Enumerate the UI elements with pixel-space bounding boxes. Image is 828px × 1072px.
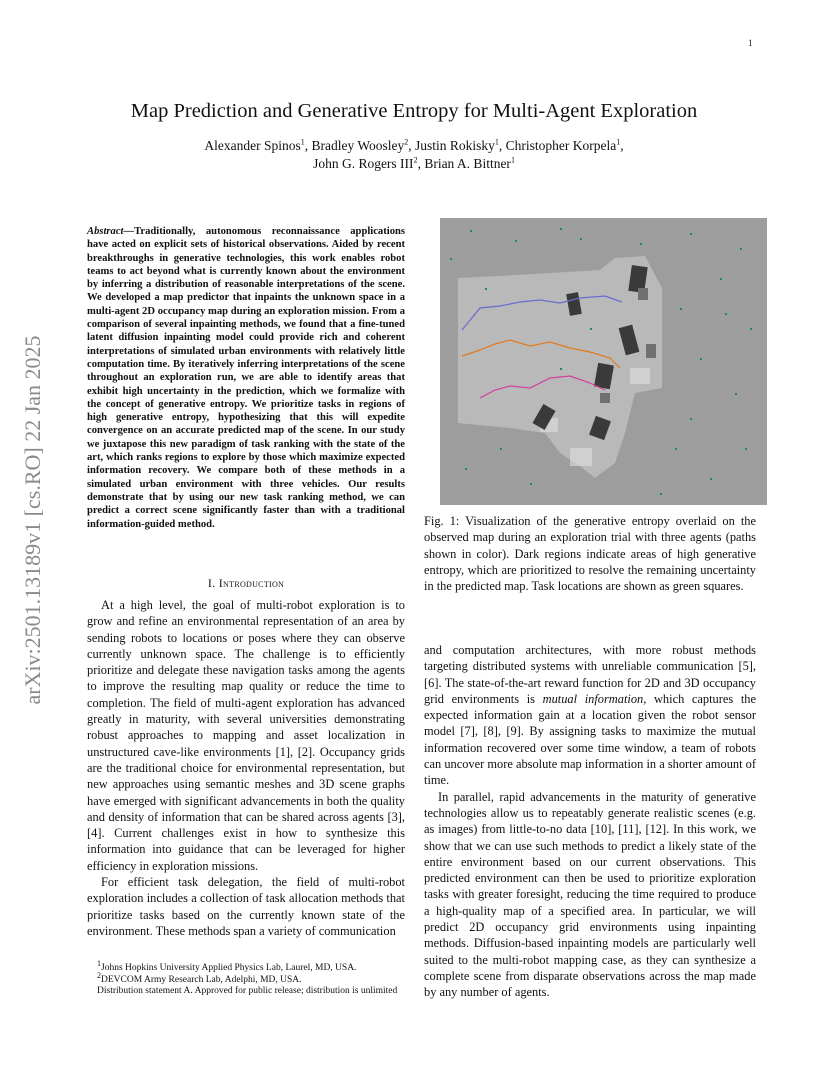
author-name: Alexander Spinos bbox=[204, 138, 301, 153]
arxiv-stamp: arXiv:2501.13189v1 [cs.RO] 22 Jan 2025 bbox=[20, 335, 45, 705]
task-location-marker bbox=[640, 243, 642, 245]
task-location-marker bbox=[500, 448, 502, 450]
task-location-marker bbox=[700, 358, 702, 360]
author-line-1: Alexander Spinos$^1$, Bradley Woosley$^2$, Justin Rokisky$^1$, Christopher Korpela$^1$, bbox=[204, 137, 624, 153]
figure-caption: Fig. 1: Visualization of the generative entropy overlaid on the observed map during an exploration trial with three agents (paths shown in color). Dark regions indicate areas of high generative entropy, which are prioritized to resolve the remaining uncertainty in the predicted map. Task locations are shown as green squares. bbox=[424, 514, 756, 594]
intro-paragraph-4: In parallel, rapid advancements in the maturity of generative technologies allow us to repeatably generate realistic scenes (e.g. as images) from little-to-no data [10], [11], [12]. In this work, we show that we can use such methods to predict a likely state of the entire environment based on our current observations. This predicted environment can then be used to prioritize exploration tasks with greater foresight, reducing the time required to produce a high-quality map of a specified area. In particular, we will predict 2D occupancy grid environments using inpainting methods. Diffusion-based inpainting models are particularly well suited to the multi-robot mapping case, as they can synthesize a complete scene from disparate observations across the map made by any number of agents. bbox=[424, 789, 756, 1000]
affiliation-mark: 1 bbox=[616, 137, 621, 147]
author-line-2: John G. Rogers III$^2$, Brian A. Bittner$^1$ bbox=[313, 155, 515, 171]
task-location-marker bbox=[470, 230, 472, 232]
footnote-2: $^2$DEVCOM Army Research Lab, Adelphi, MD, USA. bbox=[97, 970, 302, 985]
author-name: John G. Rogers III bbox=[313, 156, 414, 171]
author-name: Christopher Korpela bbox=[505, 138, 617, 153]
task-location-marker bbox=[485, 288, 487, 290]
task-location-marker bbox=[725, 313, 727, 315]
author-name: Justin Rokisky bbox=[415, 138, 495, 153]
abstract-label: Abstract bbox=[87, 226, 124, 237]
intro-column-2 bbox=[424, 642, 756, 1001]
abstract bbox=[87, 225, 405, 531]
task-location-marker bbox=[530, 483, 532, 485]
affiliation-mark: 1 bbox=[300, 137, 305, 147]
affiliation-mark: 2 bbox=[413, 155, 418, 165]
task-location-marker bbox=[590, 328, 592, 330]
abstract-text: —Traditionally, autonomous reconnaissance applications have acted on explicit sets of historical observations. Aided by recent breakthroughs in generative technologies, this work enables robot teams to act beyond what is currently known about the environment by inferring a distribution of reasonable interpretations of the scene. We developed a map predictor that inpaints the unknown space in a multi-agent 2D occupancy map during an exploration mission. From a comparison of several inpainting methods, we found that a fine-tuned latent diffusion inpainting model could provide rich and coherent interpretations of simulated urban environments with relatively little computation time. By iteratively inferring interpretations of the scene throughout an exploration run, we are able to identify areas that exhibit high uncertainty in the prediction, which we formalize with the concept of generative entropy. We prioritize tasks in regions of high generative entropy, hypothesizing that this will expedite convergence on an accurate predicted map of the scene. In our study we juxtapose this new paradigm of task ranking with the state of the art, which ranks regions to explore by those which maximize expected information recovery. We compare both of these methods in a simulated urban environment with three vehicles. Our results demonstrate that by using our new task ranking method, we can predict a correct scene significantly faster than with a traditional information-guided method. bbox=[87, 226, 405, 530]
affiliation-mark: 1 bbox=[510, 155, 515, 165]
task-location-marker bbox=[690, 233, 692, 235]
affiliation-mark: 1 bbox=[494, 137, 499, 147]
task-location-marker bbox=[560, 228, 562, 230]
task-location-marker bbox=[750, 328, 752, 330]
task-location-marker bbox=[735, 393, 737, 395]
intro-column-1 bbox=[87, 597, 405, 939]
task-location-marker bbox=[710, 478, 712, 480]
task-location-marker bbox=[680, 308, 682, 310]
intro-paragraph-2: For efficient task delegation, the field of multi-robot exploration includes a collection of task allocation methods that prioritize tasks based on the currently known state of the environment. These methods span a variety of communication bbox=[87, 875, 405, 938]
page-number: 1 bbox=[748, 38, 753, 48]
figure-1-map bbox=[440, 218, 767, 505]
task-location-marker bbox=[660, 493, 662, 495]
intro-paragraph-1: At a high level, the goal of multi-robot exploration is to grow and refine an environmental representation of an area by sending robots to locations or poses where they can observe currently unknown space. The challenge is to efficiently prioritize and delegate these navigation tasks among the agents to improve the resulting map quality or reduce the time to completion. The field of multi-agent exploration has advanced greatly in maturity, with several universities demonstrating robust approaches to mapping and asset localization in unstructured cave-like environments [1], [2]. Occupancy grids are the traditional choice for environmental representation, but new approaches using semantic meshes and 3D scene graphs have emerged with significant advancements in both the quality and density of information that can be shared across agents [3], [4]. Current challenges exist in how to synthesize this information into guidance that can be leveraged for higher efficiency in exploration missions. bbox=[87, 598, 405, 873]
author-list bbox=[0, 137, 828, 173]
task-location-marker bbox=[560, 368, 562, 370]
task-location-marker bbox=[690, 418, 692, 420]
task-location-marker bbox=[720, 278, 722, 280]
affiliation-mark: 2 bbox=[404, 137, 409, 147]
task-location-marker bbox=[580, 238, 582, 240]
footnotes bbox=[87, 958, 405, 998]
task-location-marker bbox=[675, 448, 677, 450]
author-name: Bradley Woosley bbox=[311, 138, 405, 153]
author-name: Brian A. Bittner bbox=[424, 156, 511, 171]
task-location-marker bbox=[745, 448, 747, 450]
intro-paragraph-3: and computation architectures, with more robust methods targeting distributed systems with unreliable communication [5], [6]. The state-of-the-art reward function for 2D and 3D occupancy grid environments is mutual information, which captures the expected information gain at a location given the robot sensor model [7], [8], [9]. By assigning tasks to maximize the mutual information recovered over some time window, a team of robots can uncover more absolute map information in a shorter amount of time. bbox=[424, 643, 756, 788]
task-location-marker bbox=[465, 468, 467, 470]
task-location-marker bbox=[515, 240, 517, 242]
footnote-3: Distribution statement A. Approved for public release; distribution is unlimited bbox=[97, 986, 398, 996]
task-location-marker bbox=[450, 258, 452, 260]
footnote-1: $^1$Johns Hopkins University Applied Physics Lab, Laurel, MD, USA. bbox=[97, 958, 357, 973]
paper-title: Map Prediction and Generative Entropy for Multi-Agent Exploration bbox=[130, 100, 698, 122]
section-heading: I. Introduction bbox=[207, 576, 285, 590]
occupancy-map-image bbox=[440, 218, 767, 505]
task-location-marker bbox=[740, 248, 742, 250]
